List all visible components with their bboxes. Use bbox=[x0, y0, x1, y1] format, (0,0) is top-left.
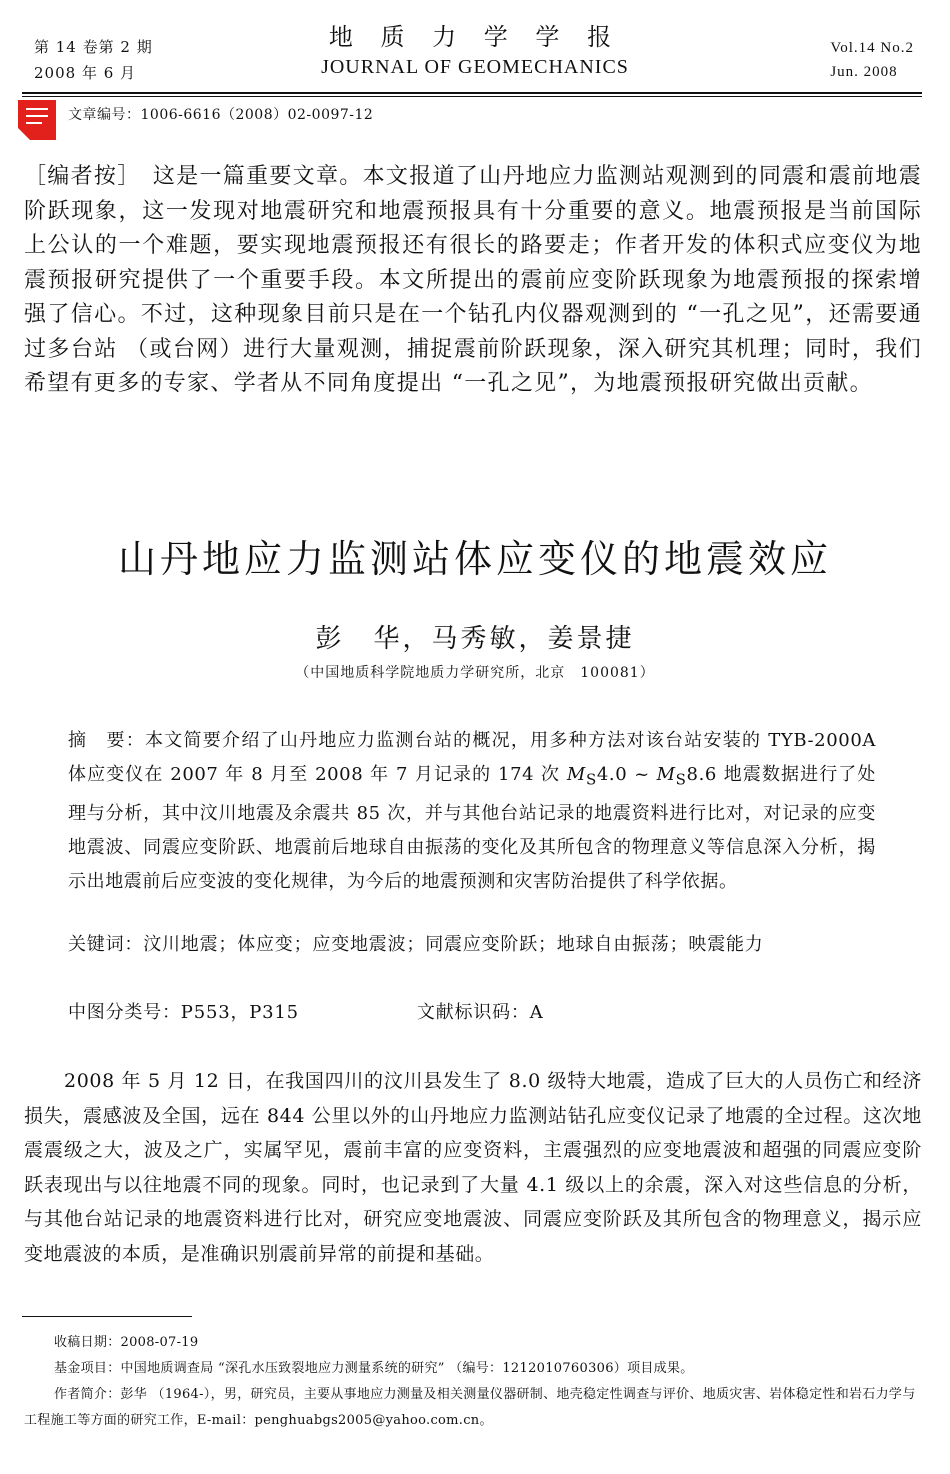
footnote-received: 收稿日期：2008-07-19 bbox=[54, 1335, 199, 1350]
header-right bbox=[830, 36, 914, 84]
body-paragraph bbox=[24, 1064, 922, 1271]
classification bbox=[68, 996, 876, 1030]
date-cn: 2008 年 6 月 bbox=[34, 64, 137, 82]
footnote-rule bbox=[22, 1316, 192, 1317]
volume-issue-en: Vol.14 No.2 bbox=[830, 40, 914, 56]
magnitude-symbol: M bbox=[566, 764, 586, 785]
abstract-label: 摘 要： bbox=[68, 730, 146, 751]
header-center bbox=[0, 22, 950, 79]
article-id: 文章编号：1006-6616（2008）02-0097-12 bbox=[68, 107, 374, 123]
magnitude-subscript: S bbox=[585, 770, 597, 789]
volume-issue-cn: 第 14 卷第 2 期 bbox=[34, 38, 153, 56]
abstract bbox=[68, 724, 876, 899]
header-rule-thin bbox=[22, 96, 922, 97]
authors: 彭 华，马秀敏，姜景捷 bbox=[315, 624, 635, 654]
journal-name-en: JOURNAL OF GEOMECHANICS bbox=[321, 56, 629, 78]
editor-note: ［编者按］ 这是一篇重要文章。本文报道了山丹地应力监测站观测到的同震和震前地震阶跃现象，这一发现对地震研究和地震预报具有十分重要的意义。地震预报是当前国际上公认的一个难题，要实现地震预报还有很长的路要走；作者开发的体积式应变仪为地震预报研究提供了一个重要手段。本文所提出的震前应变阶跃现象为地震预报的探索增强了信心。不过，这种现象目前只是在一个钻孔内仪器观测到的 “一孔之见”，还需要通过多台站 （或台网）进行大量观测，捕捉震前阶跃现象，深入研究其机理；同时，我们希望有更多的专家、学者从不同角度提出 “一孔之见”，为地震预报研究做出贡献。 bbox=[24, 164, 922, 396]
footnotes bbox=[24, 1330, 924, 1434]
clc-number: 中图分类号：P553，P315 bbox=[68, 1002, 299, 1023]
header-rule-thick bbox=[22, 92, 922, 94]
date-en: Jun. 2008 bbox=[830, 64, 898, 80]
footnote-author: 作者简介：彭华 （1964-），男，研究员，主要从事地应力测量及相关测量仪器研制、地壳稳定性调查与评价、地质灾害、岩体稳定性和岩石力学与工程施工等方面的研究工作，E-mail：penghuabgs2005@yahoo.com.cn。 bbox=[24, 1387, 916, 1428]
body-text: 2008 年 5 月 12 日，在我国四川的汶川县发生了 8.0 级特大地震，造成了巨大的人员伤亡和经济损失，震感波及全国，远在 844 公里以外的山丹地应力监测站钻孔应变仪记录了地震的全过程。这次地震震级之大，波及之广，实属罕见，震前丰富的应变资料，主震强烈的应变地震波和超强的同震应变阶跃表现出与以往地震不同的现象。同时，也记录到了大量 4.1 级以上的余震，深入对这些信息的分析，与其他台站记录的地震资料进行比对，研究应变地震波、同震应变阶跃及其所包含的物理意义，揭示应变地震波的本质，是准确识别震前异常的前提和基础。 bbox=[24, 1070, 922, 1265]
document-icon bbox=[18, 100, 56, 140]
affiliation: （中国地质科学院地质力学研究所，北京 100081） bbox=[295, 665, 655, 681]
footnote-fund: 基金项目：中国地质调查局 “深孔水压致裂地应力测量系统的研究” （编号：1212010760306）项目成果。 bbox=[54, 1361, 694, 1376]
abstract-text-1: 本文简要介绍了山丹地应力监测台站的概况，用多种方法对该台站安装的 TYB-2000A 体应变仪在 2007 年 8 月至 2008 年 7 月记录的 174 次 bbox=[68, 730, 876, 785]
magnitude-subscript: S bbox=[675, 770, 687, 789]
keywords: 关键词：汶川地震；体应变；应变地震波；同震应变阶跃；地球自由振荡；映震能力 bbox=[68, 934, 764, 955]
magnitude-symbol: M bbox=[656, 764, 676, 785]
document-code: 文献标识码：A bbox=[416, 1002, 544, 1023]
article-title: 山丹地应力监测站体应变仪的地震效应 bbox=[117, 537, 832, 581]
journal-name-cn: 地 质 力 学 学 报 bbox=[328, 23, 622, 51]
abstract-text-2: 8.6 地震数据进行了处理与分析，其中汶川地震及余震共 85 次，并与其他台站记录的地震资料进行比对，对记录的应变地震波、同震应变阶跃、地震前后地球自由振荡的变化及其所包含的物理意义等信息深入分析，揭示出地震前后应变波的变化规律，为今后的地震预测和灾害防治提供了科学依据。 bbox=[68, 764, 876, 892]
magnitude-range: 4.0 ~ bbox=[596, 764, 657, 785]
